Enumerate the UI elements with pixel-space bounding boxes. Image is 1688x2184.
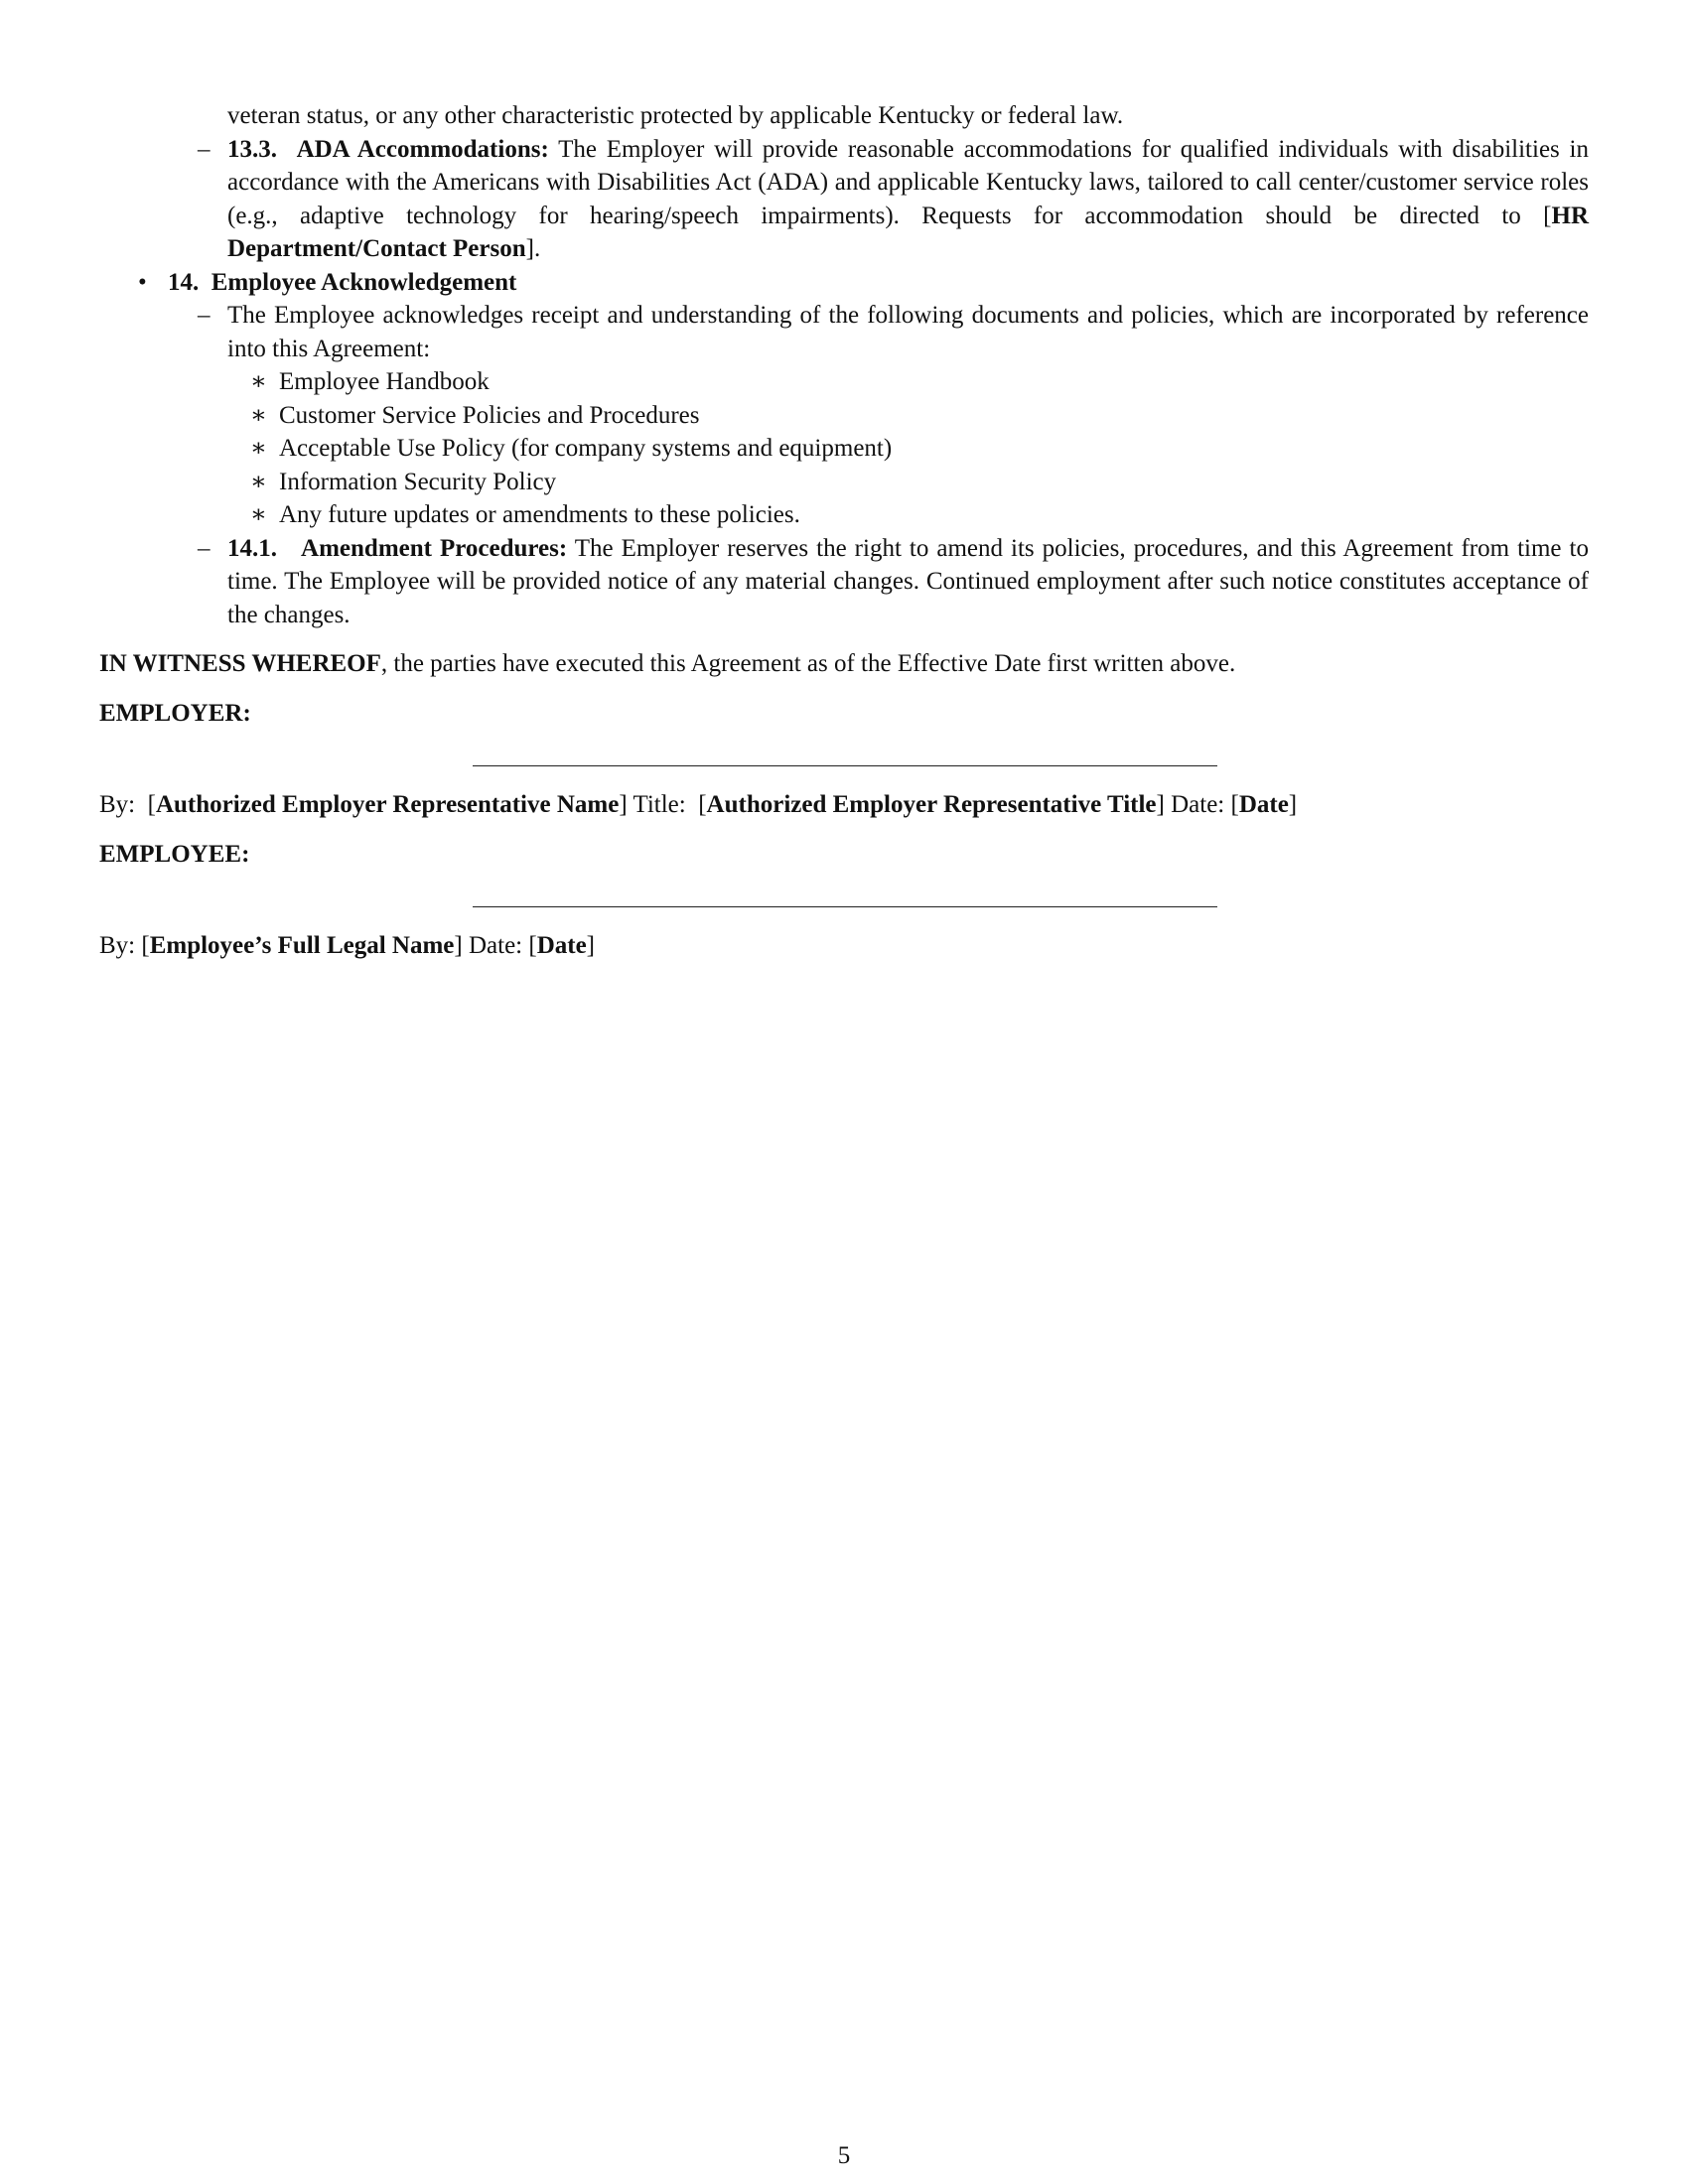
document-item-label: Information Security Policy bbox=[279, 468, 557, 495]
clause-13-3-heading: ADA Accommodations: bbox=[296, 135, 549, 163]
witness-bold: IN WITNESS WHEREOF bbox=[99, 650, 381, 677]
employer-label-text: EMPLOYER: bbox=[99, 699, 251, 727]
document-list-item bbox=[99, 498, 1589, 532]
employee-label bbox=[99, 838, 1589, 872]
clause-13-3-number: 13.3. bbox=[227, 135, 277, 163]
section-14-intro bbox=[99, 299, 1589, 365]
employer-title-label: Title: bbox=[633, 791, 686, 818]
document-list-item bbox=[99, 432, 1589, 466]
section-14-heading bbox=[99, 266, 1589, 300]
employee-label-text: EMPLOYEE: bbox=[99, 840, 250, 868]
bullet-marker: • bbox=[138, 268, 147, 296]
star-marker: ∗ bbox=[250, 401, 267, 429]
employer-title-placeholder: Authorized Employer Representative Title bbox=[706, 791, 1157, 818]
employer-date-label: Date: bbox=[1171, 791, 1225, 818]
employer-date-placeholder: Date bbox=[1238, 791, 1289, 818]
witness-clause bbox=[99, 647, 1589, 681]
employee-date-placeholder: Date bbox=[536, 932, 587, 959]
hr-contact-placeholder: HR Department/Contact Person bbox=[227, 202, 1589, 262]
document-item-label: Customer Service Policies and Procedures bbox=[279, 401, 700, 429]
document-item-label: Employee Handbook bbox=[279, 368, 490, 395]
section-14-intro-text: The Employee acknowledges receipt and understanding of the following documents and policies, which are incorporated by reference into this Agreement: bbox=[227, 302, 1589, 362]
page-number: 5 bbox=[837, 2142, 851, 2169]
witness-text: , the parties have executed this Agreement as of the Effective Date first written above. bbox=[380, 650, 1236, 677]
star-marker: ∗ bbox=[250, 501, 267, 528]
employee-by-label: By: bbox=[99, 932, 136, 959]
document-item-label: Acceptable Use Policy (for company systems and equipment) bbox=[279, 435, 893, 462]
clause-13-3-body: The Employer will provide reasonable accommodations for qualified individuals with disabilities in accordance with the Americans with Disabilities Act (ADA) and applicable Kentucky laws, tailored to call center/customer service roles (e.g., adaptive technology for hearing/speech impairments). Requests for accommodation should be directed to [ bbox=[227, 135, 1589, 229]
employee-name-placeholder: Employee’s Full Legal Name bbox=[149, 932, 455, 959]
continuation-line bbox=[99, 99, 1589, 133]
dash-marker: – bbox=[198, 534, 211, 562]
employer-signature-line[interactable] bbox=[473, 765, 1217, 766]
dash-marker: – bbox=[198, 135, 211, 163]
clause-14-1-body: The Employer reserves the right to amend its policies, procedures, and this Agreement from time to time. The Employee will be provided notice of any material changes. Continued employment after such notice constitutes acceptance of the changes. bbox=[227, 534, 1589, 628]
section-14-number: 14. bbox=[168, 268, 200, 296]
document-list-item bbox=[99, 399, 1589, 433]
employee-date-label: Date: bbox=[468, 932, 523, 959]
clause-14-1 bbox=[99, 532, 1589, 632]
employer-name-placeholder: Authorized Employer Representative Name bbox=[155, 791, 620, 818]
employer-by-label: By: bbox=[99, 791, 136, 818]
employer-signature-details: By: [Authorized Employer Representative Name] Title: [Authorized Employer Representative Title] Date: [Date] bbox=[99, 791, 1298, 818]
continuation-text: veteran status, or any other characteristic protected by applicable Kentucky or federal law. bbox=[227, 102, 1124, 129]
clause-14-1-heading: Amendment Procedures: bbox=[301, 534, 568, 562]
document-page bbox=[99, 99, 1589, 963]
section-14-title: Employee Acknowledgement bbox=[211, 268, 517, 296]
clause-14-1-number: 14.1. bbox=[227, 534, 277, 562]
clause-13-3-body-end: ]. bbox=[525, 235, 541, 262]
dash-marker: – bbox=[198, 302, 211, 329]
employee-signature-line[interactable] bbox=[473, 906, 1217, 907]
employee-signature-details: By: [Employee’s Full Legal Name] Date: [Date] bbox=[99, 932, 595, 959]
clause-13-3 bbox=[99, 133, 1589, 266]
star-marker: ∗ bbox=[250, 368, 267, 395]
document-list-item bbox=[99, 365, 1589, 399]
employer-label bbox=[99, 697, 1589, 731]
document-list-item bbox=[99, 466, 1589, 499]
document-item-label: Any future updates or amendments to these policies. bbox=[279, 501, 800, 528]
star-marker: ∗ bbox=[250, 468, 267, 495]
star-marker: ∗ bbox=[250, 435, 267, 462]
